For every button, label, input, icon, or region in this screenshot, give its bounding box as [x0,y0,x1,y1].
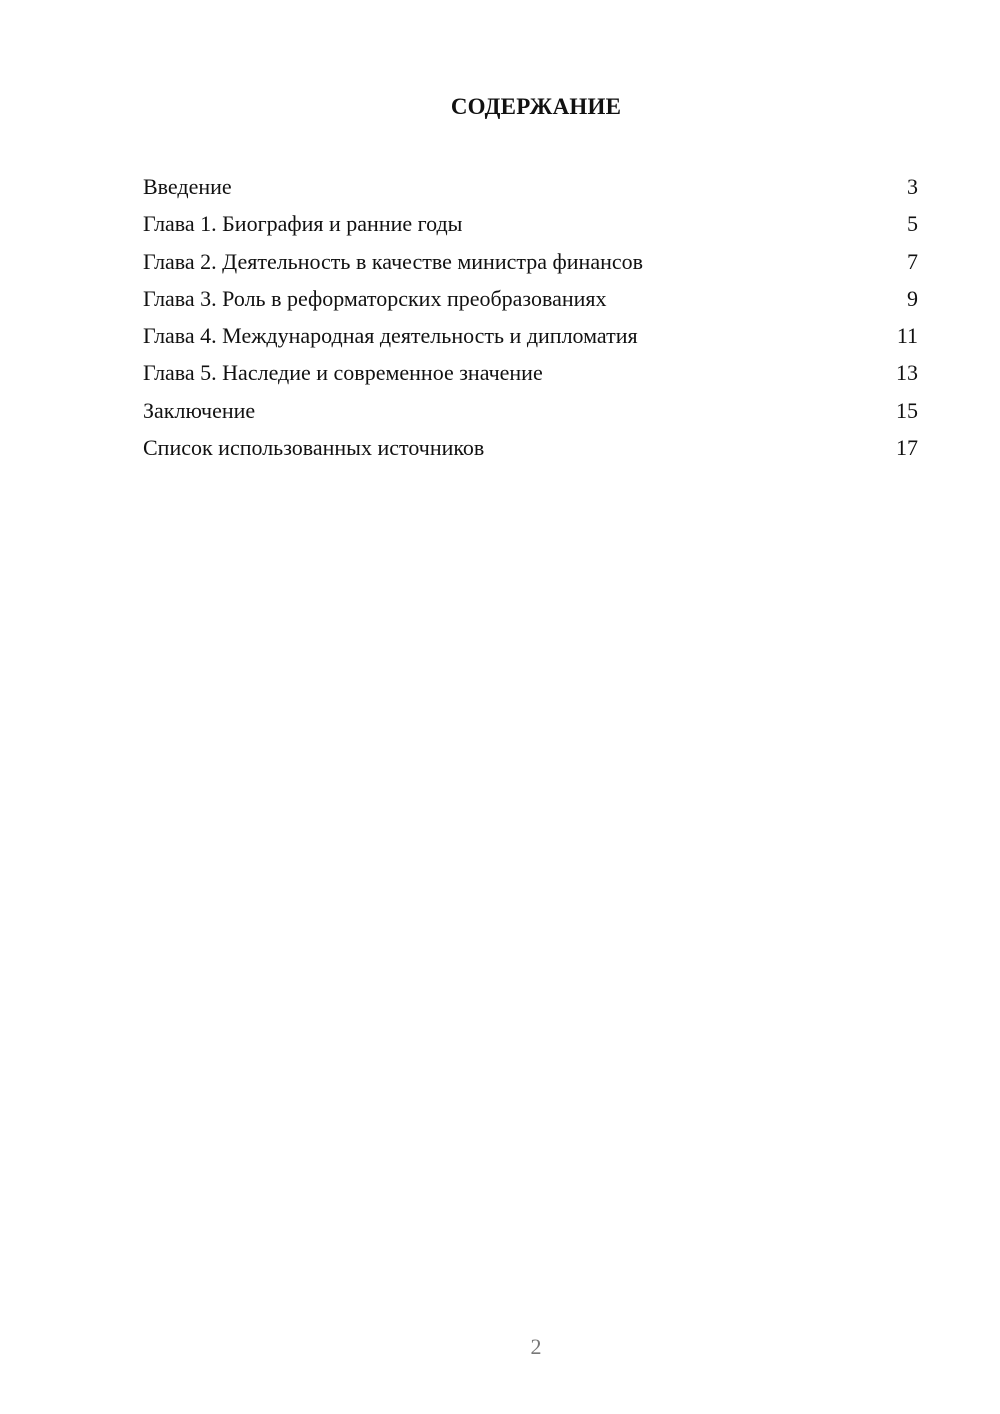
toc-entry-chapter-4 [143,317,918,354]
toc-entry-title: Список использованных источников [143,435,485,461]
toc-entry-title: Глава 1. Биография и ранние годы [143,211,463,237]
toc-entry-title: Глава 5. Наследие и современное значение [143,360,543,386]
toc-entry-page-number: 5 [907,211,918,237]
toc-entry-page-number: 3 [907,174,918,199]
toc-entry-title: Глава 4. Международная деятельность и дипломатия [143,323,638,349]
toc-entry-chapter-2 [143,243,918,280]
toc-entry-chapter-1 [143,205,918,242]
toc-entry-page-number: 17 [896,435,918,461]
toc-entry-title: Глава 3. Роль в реформаторских преобразованиях [143,285,607,311]
toc-entry-page-number: 9 [907,285,918,311]
toc-entry-page-number: 11 [896,323,918,349]
toc-entry-page-number: 15 [896,397,918,423]
toc-entry-introduction [143,168,918,205]
toc-entry-title: Глава 2. Деятельность в качестве министра финансов [143,248,644,274]
toc-entry-title: Заключение [143,397,256,423]
toc-entry-chapter-3 [143,280,918,317]
table-of-contents [143,168,918,466]
toc-entry-conclusion [143,392,918,429]
toc-entry-page-number: 13 [896,360,918,386]
toc-entry-references [143,429,918,466]
page-number: 2 [530,1334,542,1359]
toc-title: СОДЕРЖАНИЕ [450,94,622,119]
toc-entry-page-number: 7 [907,248,918,274]
toc-entry-title: Введение [143,174,232,199]
toc-entry-chapter-5 [143,354,918,391]
